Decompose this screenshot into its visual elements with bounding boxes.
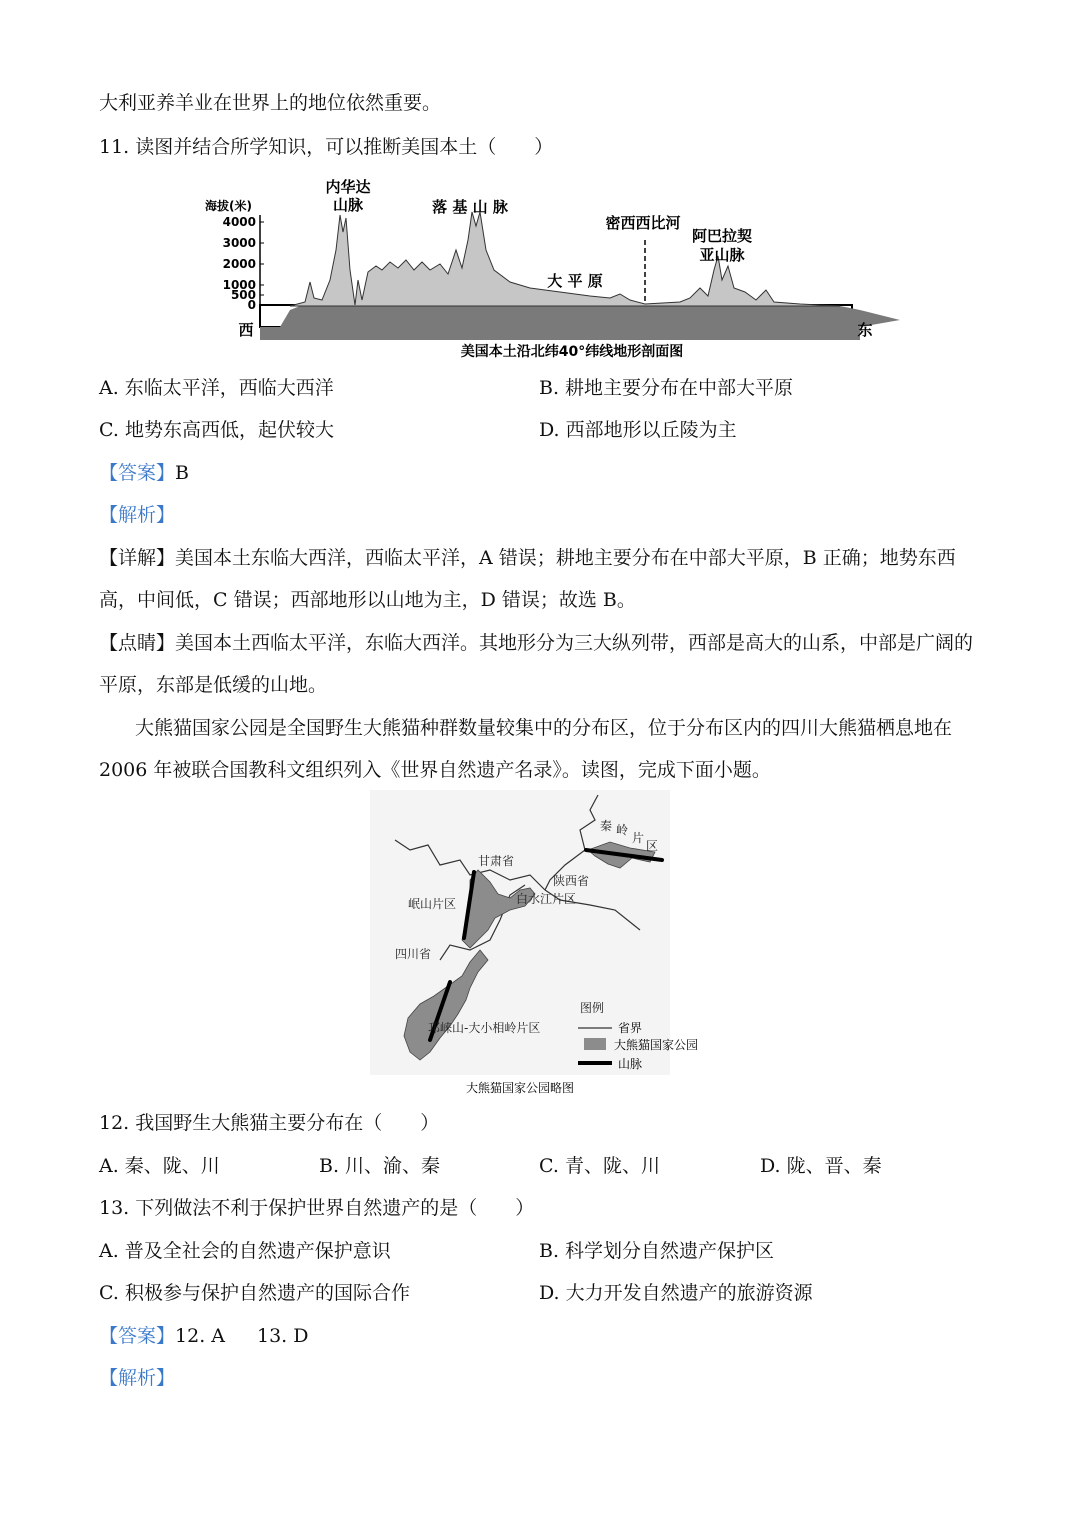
answer2-tag: 【答案】 — [99, 1325, 176, 1347]
y-tick: 3000 — [222, 236, 256, 250]
legend-mountain-label: 山脉 — [618, 1057, 643, 1071]
legend-title: 图例 — [580, 1001, 605, 1015]
answer-12: 12. A — [175, 1325, 225, 1347]
label-shaanxi: 陕西省 — [553, 874, 590, 888]
legend-border-label: 省界 — [618, 1021, 643, 1035]
label-east: 东 — [857, 321, 873, 339]
passage-line-1: 大熊猫国家公园是全国野生大熊猫种群数量较集中的分布区，位于分布区内的四川大熊猫栖息地在 — [135, 717, 953, 739]
q12-option-a: A. 秦、陇、川 — [99, 1155, 220, 1177]
q11-stem: 11. 读图并结合所学知识，可以推断美国本土（ ） — [99, 136, 554, 158]
q11-detail-1 — [99, 546, 956, 570]
q13-option-d: D. 大力开发自然遗产的旅游资源 — [539, 1282, 813, 1304]
analysis2-tag: 【解析】 — [99, 1367, 176, 1389]
map-caption: 大熊猫国家公园略图 — [465, 1081, 575, 1095]
label-gansu: 甘肃省 — [478, 854, 515, 868]
label-qinling-4: 区 — [646, 839, 659, 853]
y-tick: 0 — [247, 298, 256, 312]
intro-line: 大利亚养羊业在世界上的地位依然重要。 — [99, 92, 442, 114]
tip-text: 美国本土西临太平洋，东临大西洋。其地形分为三大纵列带，西部是高大的山系，中部是广阔的 — [175, 632, 974, 654]
legend-park-label: 大熊猫国家公园 — [614, 1038, 699, 1052]
q13-stem: 13. 下列做法不利于保护世界自然遗产的是（ ） — [99, 1197, 535, 1219]
y-tick: 500 — [230, 288, 256, 302]
label-rocky: 落 基 山 脉 — [432, 198, 508, 216]
q11-option-a: A. 东临太平洋，西临大西洋 — [99, 377, 334, 399]
map-legend — [578, 1020, 698, 1071]
q13-option-a: A. 普及全社会的自然遗产保护意识 — [99, 1240, 391, 1262]
label-nevada-2: 山脉 — [332, 196, 364, 214]
label-appalachian: 阿巴拉契 — [691, 227, 753, 245]
label-minshan: 岷山片区 — [408, 897, 457, 911]
label-baishuijiang: 白水江片区 — [516, 892, 577, 906]
q11-answer — [99, 461, 189, 485]
q12-option-c: C. 青、陇、川 — [539, 1155, 660, 1177]
label-qinling-2: 岭 — [616, 823, 629, 837]
q11-detail-2: 高，中间低，C 错误；西部地形以山地为主，D 错误；故选 B。 — [99, 589, 636, 611]
label-qinling-1: 秦 — [600, 819, 613, 833]
figure-caption: 美国本土沿北纬40°纬线地形剖面图 — [460, 344, 684, 360]
terrain-profile-figure — [200, 170, 900, 365]
q11-option-b: B. 耕地主要分布在中部大平原 — [539, 377, 794, 399]
answer-tag: 【答案】 — [99, 462, 176, 484]
q12-13-answer — [99, 1324, 309, 1348]
label-appalachian-2: 亚山脉 — [699, 246, 745, 264]
q13-option-b: B. 科学划分自然遗产保护区 — [539, 1240, 775, 1262]
q12-option-b: B. 川、渝、秦 — [319, 1155, 441, 1177]
y-tick: 2000 — [222, 257, 256, 271]
label-plain: 大 平 原 — [547, 272, 603, 290]
q11-option-d: D. 西部地形以丘陵为主 — [539, 419, 737, 441]
label-sichuan: 四川省 — [395, 947, 432, 961]
crust-shading — [260, 306, 860, 327]
q11-option-c: C. 地势东高西低，起伏较大 — [99, 419, 334, 441]
legend-park-swatch — [584, 1038, 606, 1050]
y-tick: 4000 — [222, 215, 256, 229]
label-qinling-3: 片 — [632, 831, 645, 845]
label-nevada: 内华达 — [325, 178, 371, 196]
tip-tag: 【点睛】 — [99, 632, 176, 654]
q11-tip-1 — [99, 631, 973, 655]
q11-analysis-tag: 【解析】 — [99, 504, 176, 526]
y-axis-title: 海拔(米) — [205, 199, 252, 213]
label-qionglai: 邛崃山-大小相岭片区 — [428, 1021, 541, 1035]
q13-option-c: C. 积极参与保护自然遗产的国际合作 — [99, 1282, 410, 1304]
q12-stem: 12. 我国野生大熊猫主要分布在（ ） — [99, 1112, 440, 1134]
terrain-silhouette — [290, 212, 840, 306]
passage-line-2: 2006 年被联合国教科文组织列入《世界自然遗产名录》。读图，完成下面小题。 — [99, 759, 771, 781]
y-tick: 1000 — [222, 278, 256, 292]
detail-text: 美国本土东临大西洋，西临太平洋，A 错误；耕地主要分布在中部大平原，B 正确；地势东西 — [175, 547, 956, 569]
label-mississippi: 密西西比河 — [605, 214, 681, 232]
label-west: 西 — [238, 321, 254, 339]
answer-value: B — [175, 462, 189, 484]
panda-park-map — [370, 790, 699, 1100]
q11-tip-2: 平原，东部是低缓的山地。 — [99, 674, 328, 696]
detail-tag: 【详解】 — [99, 547, 176, 569]
q12-option-d: D. 陇、晋、秦 — [760, 1155, 882, 1177]
answer-13: 13. D — [257, 1325, 309, 1347]
